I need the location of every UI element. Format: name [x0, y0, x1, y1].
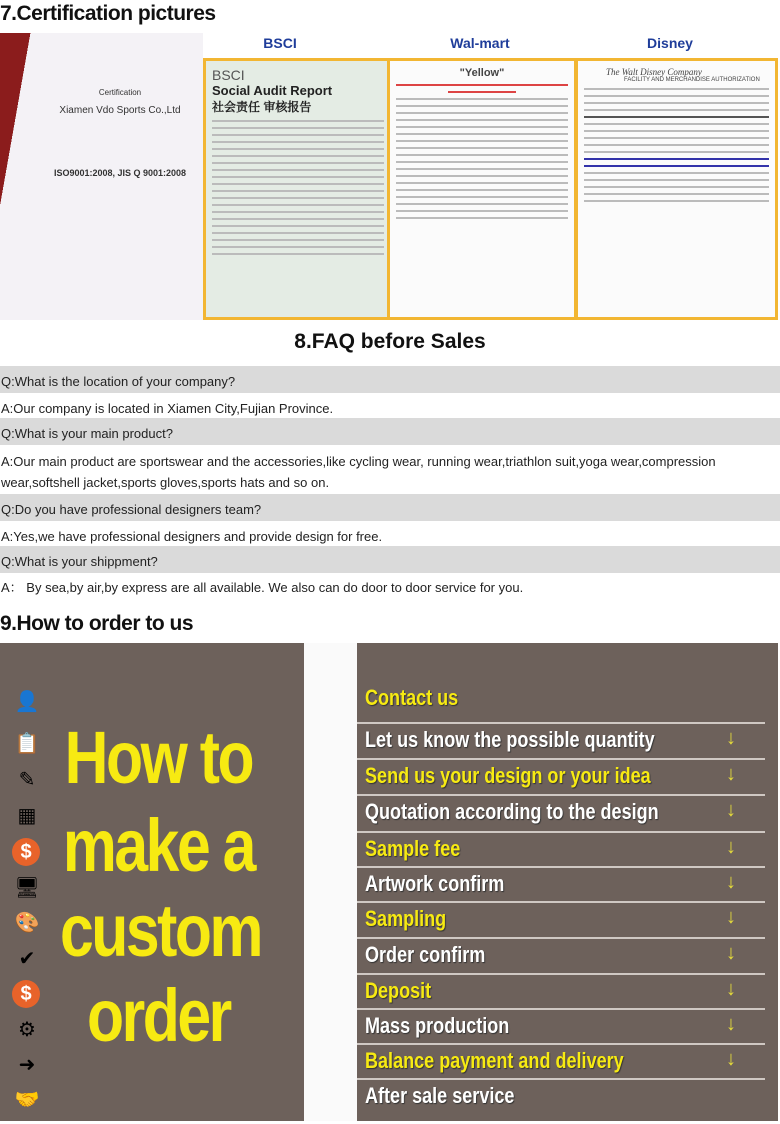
icon-column: [304, 643, 357, 1121]
certification-pictures: [0, 33, 780, 320]
step-label: Send us your design or your idea: [365, 763, 651, 788]
faq-answer: A： By sea,by air,by express are all available. We also can do door to door service for you.: [1, 580, 524, 595]
step-label: Mass production: [365, 1013, 510, 1038]
label-walmart: Wal-mart: [450, 35, 510, 51]
faq-question: Q:What is your shippment?: [0, 546, 780, 573]
disney-subtitle: FACILITY AND MERCHANDISE AUTHORIZATION: [624, 77, 760, 83]
arrow-down-icon: ↓: [726, 1013, 736, 1035]
how-to-order-banner: [0, 643, 778, 1121]
design-icon: ✎: [18, 768, 36, 791]
step-label: Artwork confirm: [365, 871, 505, 896]
dollar-icon: $: [12, 838, 40, 866]
bsci-subtitle: 社会责任 审核报告: [212, 100, 312, 114]
handshake-icon: 🤝: [14, 1088, 40, 1111]
iso-standard: ISO9001:2008, JIS Q 9001:2008: [53, 168, 187, 178]
monitor-icon: 🖥: [14, 876, 40, 899]
checkmark-icon: ✔: [18, 947, 36, 970]
step-divider: [357, 758, 765, 760]
iso-company: Xiamen Vdo Sports Co.,Ltd: [59, 105, 181, 116]
label-bsci: BSCI: [263, 35, 297, 51]
step-label: Sampling: [365, 906, 447, 931]
step-label: Balance payment and delivery: [365, 1048, 624, 1073]
walmart-certificate: [387, 58, 577, 320]
section-title-howto: 9.How to order to us: [0, 612, 194, 635]
faq-question: Q:What is the location of your company?: [0, 366, 780, 393]
section-title-certification: 7.Certification pictures: [0, 2, 216, 25]
dollar-icon: $: [12, 980, 40, 1008]
step-divider: [357, 1008, 765, 1010]
arrow-down-icon: ↓: [726, 799, 736, 821]
step-divider: [357, 831, 765, 833]
headline-line: order: [86, 974, 230, 1057]
arrow-down-icon: ↓: [726, 906, 736, 928]
section-title-faq: 8.FAQ before Sales: [294, 330, 486, 353]
bsci-logo: BSCI: [212, 67, 245, 83]
step-label: Order confirm: [365, 942, 486, 967]
contact-icon: 👤: [14, 690, 40, 713]
disney-certificate: [575, 58, 778, 320]
headline-line: make a: [62, 804, 254, 887]
arrow-down-icon: ↓: [726, 836, 736, 858]
disney-title: The Walt Disney Company: [606, 67, 702, 77]
step-label: Quotation according to the design: [365, 799, 659, 824]
iso-heading: Certification: [98, 88, 142, 97]
step-label: Contact us: [365, 685, 459, 710]
step-divider: [357, 794, 765, 796]
calculator-icon: ▦: [17, 804, 37, 827]
step-divider: [357, 722, 765, 724]
step-label: Deposit: [365, 978, 432, 1003]
step-label: After sale service: [365, 1083, 515, 1108]
walmart-title: "Yellow": [459, 67, 505, 79]
production-icon: ⚙: [18, 1018, 36, 1041]
faq-answer: A:Yes,we have professional designers and provide design for free.: [1, 529, 383, 544]
step-divider: [357, 937, 765, 939]
step-divider: [357, 1043, 765, 1045]
step-divider: [357, 901, 765, 903]
step-label: Let us know the possible quantity: [365, 727, 655, 752]
step-divider: [357, 973, 765, 975]
headline-line: How to: [64, 716, 253, 799]
faq-answer: A:Our main product are sportswear and the accessories,like cycling wear, running wear,triathlon suit,yoga wear,compression wear,softshell jacket,sports gloves,sports hats and so on.: [1, 454, 716, 490]
step-divider: [357, 866, 765, 868]
faq-answer: A:Our company is located in Xiamen City,Fujian Province.: [1, 401, 334, 416]
faq-question: Q:What is your main product?: [0, 418, 780, 445]
clipboard-icon: 📋: [14, 732, 40, 755]
arrow-down-icon: ↓: [726, 727, 736, 749]
iso-certificate: [0, 33, 203, 320]
arrow-down-icon: ↓: [726, 871, 736, 893]
headline-line: custom: [60, 889, 262, 972]
arrow-down-icon: ↓: [726, 978, 736, 1000]
step-label: Sample fee: [365, 836, 461, 861]
label-disney: Disney: [647, 35, 693, 51]
arrow-down-icon: ↓: [726, 1048, 736, 1070]
paint-icon: 🎨: [14, 911, 40, 934]
bsci-certificate: [203, 58, 393, 320]
arrow-down-icon: ↓: [726, 763, 736, 785]
arrow-down-icon: ↓: [726, 942, 736, 964]
faq-question: Q:Do you have professional designers team?: [0, 494, 780, 521]
bsci-title: Social Audit Report: [212, 83, 333, 98]
step-divider: [357, 1078, 765, 1080]
delivery-icon: ➜: [18, 1053, 36, 1076]
